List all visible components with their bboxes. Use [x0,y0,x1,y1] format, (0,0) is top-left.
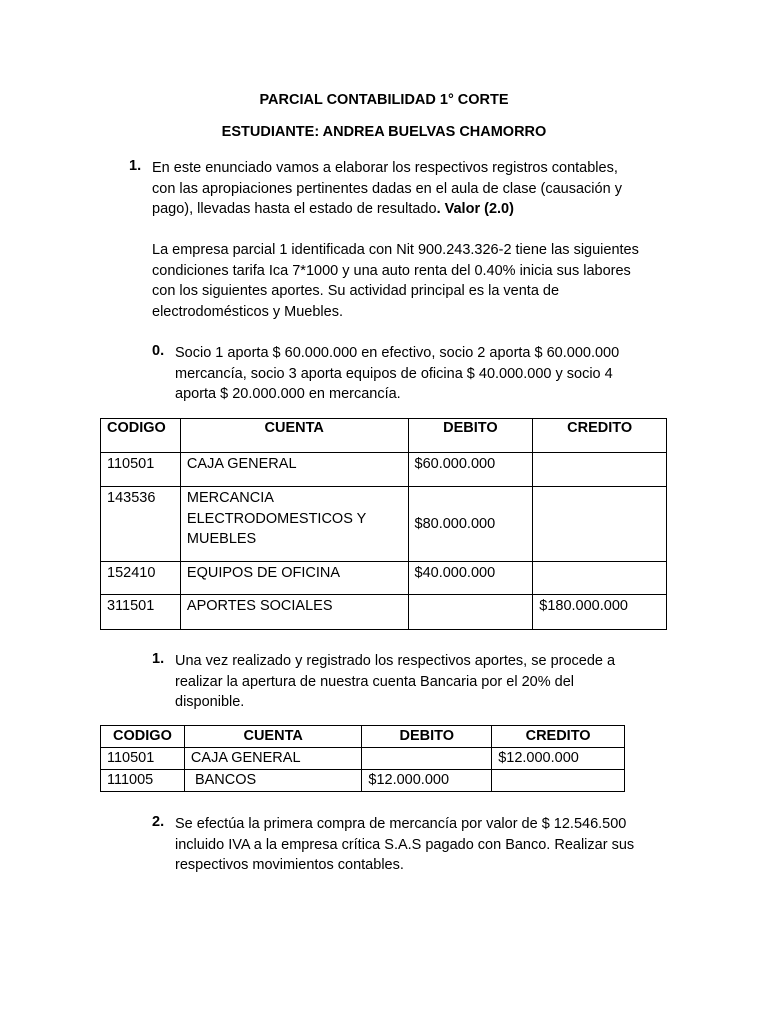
question-1-line-text: pago), llevadas hasta el estado de resultado [152,201,437,217]
cell-credito: $180.000.000 [533,595,667,630]
cell-credito [492,770,625,792]
page-title: PARCIAL CONTABILIDAD 1° CORTE [259,92,509,108]
cell-debito: $40.000.000 [408,562,533,595]
cell-cuenta-line: ELECTRODOMESTICOS Y [186,510,367,527]
aportes-table [100,418,667,630]
question-1-number: 1. [129,158,142,174]
header-cuenta: CUENTA [180,419,408,453]
cell-debito [408,595,533,630]
item-2-line: incluido IVA a la empresa crítica S.A.S pagado con Banco. Realizar sus [175,836,635,853]
intro-line: con los siguientes aportes. Su actividad principal es la venta de [152,283,560,299]
item-1-line: disponible. [175,694,245,710]
header-debito: DEBITO [408,419,533,453]
cell-codigo: 111005 [101,770,185,792]
table-row [101,595,667,630]
item-1-line: Una vez realizado y registrado los respectivos aportes, se procede a [175,653,616,669]
cell-debito [362,748,492,770]
intro-line: condiciones tarifa Ica 7*1000 y una auto renta del 0.40% inicia sus labores [152,262,631,279]
apertura-bancaria-table [100,725,625,792]
question-1-text [152,158,622,220]
question-1-line: En este enunciado vamos a elaborar los respectivos registros contables, [152,160,618,176]
header-credito: CREDITO [492,726,625,748]
cell-credito [533,453,667,487]
header-cuenta: CUENTA [184,726,361,748]
cell-codigo: 152410 [101,562,181,595]
item-0-line: Socio 1 aporta $ 60.000.000 en efectivo, socio 2 aporta $ 60.000.000 [175,345,620,361]
item-1-text [175,651,615,713]
cell-cuenta [180,487,408,562]
cell-credito [533,487,667,562]
header-credito: CREDITO [533,419,667,453]
cell-credito [533,562,667,595]
cell-debito: $12.000.000 [362,770,492,792]
cell-codigo: 143536 [101,487,181,562]
intro-paragraph [152,240,639,322]
table-header-row [101,419,667,453]
cell-cuenta-line: MUEBLES [186,531,257,547]
item-2-number: 2. [152,814,165,830]
cell-cuenta: CAJA GENERAL [180,453,408,487]
cell-credito: $12.000.000 [492,748,625,770]
table-row [101,487,667,562]
cell-codigo: 110501 [101,748,185,770]
item-2-line: Se efectúa la primera compra de mercancía por valor de $ 12.546.500 [175,816,627,832]
item-0-line: aporta $ 20.000.000 en mercancía. [175,386,401,402]
table-header-row [101,726,625,748]
header-codigo: CODIGO [101,726,185,748]
table-row [101,453,667,487]
intro-line: electrodomésticos y Muebles. [152,303,343,320]
cell-cuenta: APORTES SOCIALES [180,595,408,630]
cell-debito: $80.000.000 [408,487,533,562]
cell-debito: $60.000.000 [408,453,533,487]
cell-cuenta: EQUIPOS DE OFICINA [180,562,408,595]
cell-cuenta: BANCOS [184,770,361,792]
item-2-line: respectivos movimientos contables. [175,857,404,873]
question-1-line [152,199,622,220]
student-name: ESTUDIANTE: ANDREA BUELVAS CHAMORRO [221,124,547,140]
table-row [101,748,625,770]
cell-codigo: 110501 [101,453,181,487]
table-row [101,562,667,595]
item-2-text [175,814,634,876]
cell-cuenta-line: MERCANCIA [186,490,274,506]
cell-codigo: 311501 [101,595,181,630]
cell-cuenta: CAJA GENERAL [184,748,361,770]
question-1-value: . Valor (2.0) [436,201,514,217]
table-row [101,770,625,792]
question-1-line: con las apropiaciones pertinentes dadas en el aula de clase (causación y [152,180,622,197]
header-debito: DEBITO [362,726,492,748]
item-1-number: 1. [152,651,165,667]
intro-line: La empresa parcial 1 identificada con Nit 900.243.326-2 tiene las siguientes [152,242,639,258]
item-1-line: realizar la apertura de nuestra cuenta Bancaria por el 20% del [175,673,574,690]
header-codigo: CODIGO [101,419,181,453]
item-0-text [175,343,619,405]
item-0-line: mercancía, socio 3 aporta equipos de oficina $ 40.000.000 y socio 4 [175,365,613,382]
item-0-number: 0. [152,343,165,359]
